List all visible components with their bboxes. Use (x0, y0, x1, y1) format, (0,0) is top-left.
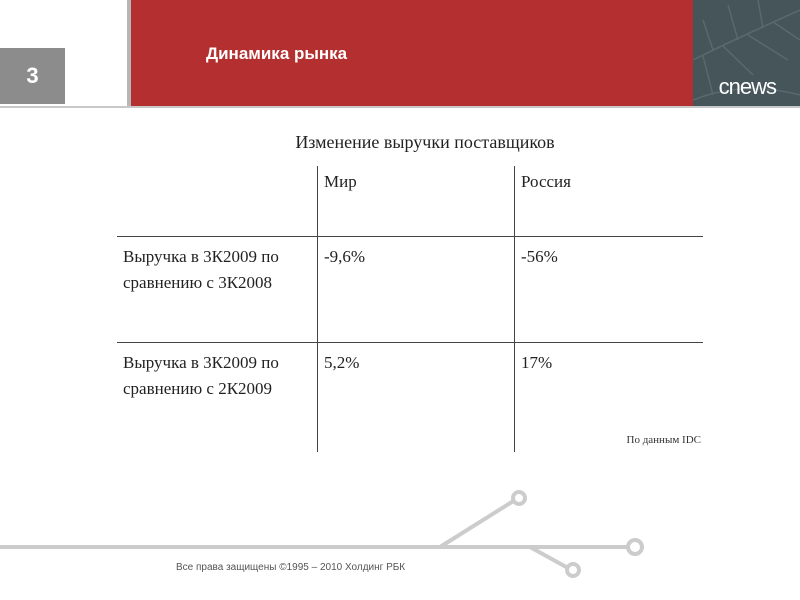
source-note: По данным IDC (626, 434, 701, 446)
russia-value: 17% (515, 343, 704, 453)
circuit-decoration (0, 480, 800, 590)
world-value: 5,2% (318, 343, 515, 453)
header-separator (0, 106, 800, 108)
page-title: Динамика рынка (206, 44, 348, 63)
table-row (117, 237, 703, 343)
world-value: -9,6% (318, 237, 515, 343)
header-cell-world: Мир (318, 166, 515, 237)
table-title: Изменение выручки поставщиков (295, 132, 555, 152)
slide-number: 3 (0, 48, 65, 104)
revenue-table (117, 166, 703, 452)
header-cell-empty (117, 166, 318, 237)
copyright-footer: Все права защищены ©1995 – 2010 Холдинг РБК (176, 562, 406, 573)
cnews-logo: cnews (718, 74, 776, 99)
header-cell-russia: Россия (515, 166, 704, 237)
row-label: Выручка в 3К2009 по сравнению с 2К2009 (117, 343, 318, 453)
header-banner (131, 0, 693, 106)
row-label: Выручка в 3К2009 по сравнению с 3К2008 (117, 237, 318, 343)
table-header-row (117, 166, 703, 237)
russia-value: -56% (515, 237, 704, 343)
table-row (117, 343, 703, 453)
logo-panel (693, 0, 800, 106)
